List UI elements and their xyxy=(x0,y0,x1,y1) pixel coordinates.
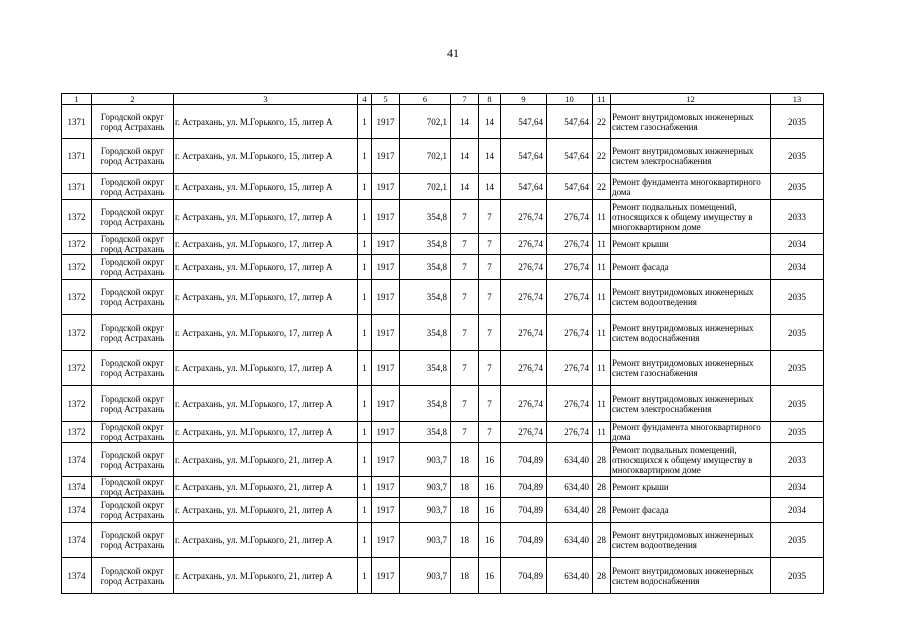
cell-address: г. Астрахань, ул. М.Горького, 15, литер А xyxy=(174,174,358,200)
cell-planned-year: 2035 xyxy=(771,174,824,200)
column-number-13: 13 xyxy=(771,94,824,105)
table-row xyxy=(62,386,824,422)
cell-municipality: Городской округ город Астрахань xyxy=(92,422,174,443)
cell-year-built: 1917 xyxy=(372,477,400,498)
cell-living-area: 704,89 xyxy=(501,477,547,498)
cell-municipality: Городской округ город Астрахань xyxy=(92,558,174,594)
cell-entrances: 1 xyxy=(358,477,372,498)
cell-residents: 11 xyxy=(593,351,611,386)
cell-total-area: 354,8 xyxy=(400,200,451,234)
cell-address: г. Астрахань, ул. М.Горького, 15, литер А xyxy=(174,105,358,139)
cell-work-type: Ремонт фундамента многоквартирного дома xyxy=(611,422,771,443)
cell-planned-year: 2033 xyxy=(771,443,824,477)
cell-planned-year: 2035 xyxy=(771,139,824,174)
cell-row-number: 1372 xyxy=(62,351,92,386)
cell-apartments: 18 xyxy=(451,498,479,523)
cell-planned-year: 2034 xyxy=(771,255,824,280)
table-row xyxy=(62,315,824,351)
cell-municipality: Городской округ город Астрахань xyxy=(92,315,174,351)
cell-residential: 7 xyxy=(479,422,501,443)
cell-row-number: 1372 xyxy=(62,234,92,255)
cell-apartments: 7 xyxy=(451,386,479,422)
cell-residential-area: 276,74 xyxy=(547,315,593,351)
cell-address: г. Астрахань, ул. М.Горького, 21, литер А xyxy=(174,558,358,594)
column-number-2: 2 xyxy=(92,94,174,105)
cell-year-built: 1917 xyxy=(372,105,400,139)
cell-living-area: 276,74 xyxy=(501,422,547,443)
cell-apartments: 7 xyxy=(451,255,479,280)
cell-total-area: 903,7 xyxy=(400,498,451,523)
column-number-7: 7 xyxy=(451,94,479,105)
cell-residents: 28 xyxy=(593,477,611,498)
cell-residential-area: 634,40 xyxy=(547,443,593,477)
cell-apartments: 7 xyxy=(451,200,479,234)
cell-work-type: Ремонт фасада xyxy=(611,255,771,280)
cell-entrances: 1 xyxy=(358,443,372,477)
cell-living-area: 276,74 xyxy=(501,280,547,315)
cell-address: г. Астрахань, ул. М.Горького, 15, литер А xyxy=(174,139,358,174)
cell-total-area: 903,7 xyxy=(400,558,451,594)
cell-living-area: 276,74 xyxy=(501,200,547,234)
cell-year-built: 1917 xyxy=(372,351,400,386)
cell-residential: 14 xyxy=(479,139,501,174)
cell-residential: 14 xyxy=(479,174,501,200)
cell-row-number: 1371 xyxy=(62,174,92,200)
cell-residents: 11 xyxy=(593,386,611,422)
cell-entrances: 1 xyxy=(358,255,372,280)
cell-row-number: 1374 xyxy=(62,498,92,523)
cell-municipality: Городской округ город Астрахань xyxy=(92,234,174,255)
cell-year-built: 1917 xyxy=(372,139,400,174)
cell-year-built: 1917 xyxy=(372,200,400,234)
cell-residential: 7 xyxy=(479,386,501,422)
cell-municipality: Городской округ город Астрахань xyxy=(92,139,174,174)
cell-residential-area: 634,40 xyxy=(547,523,593,558)
cell-total-area: 354,8 xyxy=(400,351,451,386)
cell-residential: 7 xyxy=(479,351,501,386)
cell-row-number: 1374 xyxy=(62,558,92,594)
cell-municipality: Городской округ город Астрахань xyxy=(92,443,174,477)
cell-municipality: Городской округ город Астрахань xyxy=(92,477,174,498)
column-number-4: 4 xyxy=(358,94,372,105)
cell-living-area: 704,89 xyxy=(501,523,547,558)
cell-total-area: 354,8 xyxy=(400,315,451,351)
cell-year-built: 1917 xyxy=(372,315,400,351)
cell-municipality: Городской округ город Астрахань xyxy=(92,523,174,558)
column-number-1: 1 xyxy=(62,94,92,105)
cell-residential: 7 xyxy=(479,280,501,315)
cell-apartments: 18 xyxy=(451,523,479,558)
cell-address: г. Астрахань, ул. М.Горького, 17, литер А xyxy=(174,234,358,255)
cell-apartments: 7 xyxy=(451,234,479,255)
cell-municipality: Городской округ город Астрахань xyxy=(92,498,174,523)
cell-row-number: 1374 xyxy=(62,477,92,498)
table-row xyxy=(62,477,824,498)
cell-planned-year: 2035 xyxy=(771,280,824,315)
table-row xyxy=(62,498,824,523)
cell-apartments: 18 xyxy=(451,477,479,498)
cell-residents: 28 xyxy=(593,443,611,477)
cell-work-type: Ремонт внутридомовых инженерных систем газоснабжения xyxy=(611,105,771,139)
cell-entrances: 1 xyxy=(358,174,372,200)
cell-residents: 22 xyxy=(593,105,611,139)
cell-year-built: 1917 xyxy=(372,255,400,280)
cell-planned-year: 2034 xyxy=(771,477,824,498)
column-number-12: 12 xyxy=(611,94,771,105)
cell-planned-year: 2035 xyxy=(771,351,824,386)
cell-work-type: Ремонт внутридомовых инженерных систем водоотведения xyxy=(611,280,771,315)
cell-municipality: Городской округ город Астрахань xyxy=(92,174,174,200)
cell-address: г. Астрахань, ул. М.Горького, 21, литер А xyxy=(174,477,358,498)
table-row xyxy=(62,139,824,174)
cell-entrances: 1 xyxy=(358,386,372,422)
cell-living-area: 276,74 xyxy=(501,315,547,351)
cell-year-built: 1917 xyxy=(372,386,400,422)
cell-total-area: 354,8 xyxy=(400,280,451,315)
cell-living-area: 547,64 xyxy=(501,174,547,200)
cell-residential: 7 xyxy=(479,200,501,234)
cell-municipality: Городской округ город Астрахань xyxy=(92,105,174,139)
cell-entrances: 1 xyxy=(358,558,372,594)
cell-address: г. Астрахань, ул. М.Горького, 21, литер А xyxy=(174,443,358,477)
cell-planned-year: 2034 xyxy=(771,234,824,255)
cell-entrances: 1 xyxy=(358,139,372,174)
cell-residential: 7 xyxy=(479,255,501,280)
cell-residential: 16 xyxy=(479,477,501,498)
cell-planned-year: 2035 xyxy=(771,105,824,139)
cell-municipality: Городской округ город Астрахань xyxy=(92,200,174,234)
page-number: 41 xyxy=(447,46,459,60)
cell-total-area: 702,1 xyxy=(400,139,451,174)
cell-apartments: 14 xyxy=(451,139,479,174)
cell-residential-area: 276,74 xyxy=(547,234,593,255)
column-number-5: 5 xyxy=(372,94,400,105)
cell-address: г. Астрахань, ул. М.Горького, 17, литер А xyxy=(174,255,358,280)
cell-municipality: Городской округ город Астрахань xyxy=(92,386,174,422)
cell-work-type: Ремонт подвальных помещений, относящихся к общему имуществу в многоквартирном доме xyxy=(611,443,771,477)
cell-residential-area: 276,74 xyxy=(547,386,593,422)
cell-total-area: 354,8 xyxy=(400,234,451,255)
cell-residents: 22 xyxy=(593,174,611,200)
cell-residential-area: 547,64 xyxy=(547,174,593,200)
cell-living-area: 276,74 xyxy=(501,351,547,386)
cell-planned-year: 2033 xyxy=(771,200,824,234)
cell-residential-area: 547,64 xyxy=(547,139,593,174)
cell-residential: 14 xyxy=(479,105,501,139)
cell-entrances: 1 xyxy=(358,351,372,386)
table-row xyxy=(62,523,824,558)
table-row xyxy=(62,351,824,386)
column-number-11: 11 xyxy=(593,94,611,105)
cell-entrances: 1 xyxy=(358,315,372,351)
cell-residential: 16 xyxy=(479,558,501,594)
cell-entrances: 1 xyxy=(358,422,372,443)
cell-planned-year: 2034 xyxy=(771,498,824,523)
cell-year-built: 1917 xyxy=(372,280,400,315)
cell-municipality: Городской округ город Астрахань xyxy=(92,280,174,315)
cell-residents: 28 xyxy=(593,498,611,523)
cell-row-number: 1374 xyxy=(62,443,92,477)
cell-municipality: Городской округ город Астрахань xyxy=(92,351,174,386)
cell-entrances: 1 xyxy=(358,234,372,255)
cell-residents: 11 xyxy=(593,422,611,443)
column-number-9: 9 xyxy=(501,94,547,105)
cell-work-type: Ремонт внутридомовых инженерных систем электроснабжения xyxy=(611,139,771,174)
cell-total-area: 354,8 xyxy=(400,255,451,280)
cell-residential: 16 xyxy=(479,498,501,523)
table-row xyxy=(62,280,824,315)
cell-year-built: 1917 xyxy=(372,174,400,200)
cell-residential-area: 634,40 xyxy=(547,477,593,498)
cell-work-type: Ремонт внутридомовых инженерных систем водоотведения xyxy=(611,523,771,558)
cell-residential: 16 xyxy=(479,523,501,558)
column-numbers-row xyxy=(62,94,824,105)
cell-apartments: 14 xyxy=(451,174,479,200)
cell-residential-area: 634,40 xyxy=(547,498,593,523)
table-row xyxy=(62,422,824,443)
table-row xyxy=(62,234,824,255)
cell-residents: 28 xyxy=(593,523,611,558)
cell-work-type: Ремонт крыши xyxy=(611,234,771,255)
cell-row-number: 1372 xyxy=(62,255,92,280)
cell-address: г. Астрахань, ул. М.Горького, 17, литер А xyxy=(174,422,358,443)
cell-year-built: 1917 xyxy=(372,558,400,594)
cell-entrances: 1 xyxy=(358,523,372,558)
cell-living-area: 547,64 xyxy=(501,139,547,174)
cell-address: г. Астрахань, ул. М.Горького, 17, литер А xyxy=(174,315,358,351)
cell-residential-area: 276,74 xyxy=(547,200,593,234)
cell-residential-area: 276,74 xyxy=(547,280,593,315)
cell-residents: 28 xyxy=(593,558,611,594)
cell-work-type: Ремонт внутридомовых инженерных систем водоснабжения xyxy=(611,558,771,594)
cell-planned-year: 2035 xyxy=(771,558,824,594)
cell-work-type: Ремонт внутридомовых инженерных систем электроснабжения xyxy=(611,386,771,422)
cell-row-number: 1374 xyxy=(62,523,92,558)
cell-residents: 11 xyxy=(593,255,611,280)
table-row xyxy=(62,174,824,200)
cell-address: г. Астрахань, ул. М.Горького, 21, литер А xyxy=(174,498,358,523)
cell-address: г. Астрахань, ул. М.Горького, 21, литер А xyxy=(174,523,358,558)
table-row xyxy=(62,558,824,594)
cell-residential: 7 xyxy=(479,315,501,351)
cell-residential-area: 634,40 xyxy=(547,558,593,594)
cell-residents: 11 xyxy=(593,234,611,255)
cell-residents: 22 xyxy=(593,139,611,174)
cell-planned-year: 2035 xyxy=(771,386,824,422)
cell-work-type: Ремонт внутридомовых инженерных систем водоснабжения xyxy=(611,315,771,351)
cell-apartments: 7 xyxy=(451,351,479,386)
cell-address: г. Астрахань, ул. М.Горького, 17, литер А xyxy=(174,280,358,315)
cell-work-type: Ремонт крыши xyxy=(611,477,771,498)
cell-entrances: 1 xyxy=(358,200,372,234)
cell-apartments: 7 xyxy=(451,315,479,351)
cell-address: г. Астрахань, ул. М.Горького, 17, литер А xyxy=(174,386,358,422)
cell-living-area: 276,74 xyxy=(501,255,547,280)
cell-living-area: 276,74 xyxy=(501,234,547,255)
cell-apartments: 14 xyxy=(451,105,479,139)
cell-residential-area: 276,74 xyxy=(547,255,593,280)
cell-work-type: Ремонт фундамента многоквартирного дома xyxy=(611,174,771,200)
cell-row-number: 1372 xyxy=(62,422,92,443)
cell-work-type: Ремонт подвальных помещений, относящихся к общему имуществу в многоквартирном доме xyxy=(611,200,771,234)
cell-entrances: 1 xyxy=(358,105,372,139)
cell-living-area: 704,89 xyxy=(501,443,547,477)
capital-repair-table xyxy=(61,93,824,594)
cell-year-built: 1917 xyxy=(372,523,400,558)
cell-apartments: 18 xyxy=(451,443,479,477)
cell-living-area: 547,64 xyxy=(501,105,547,139)
cell-total-area: 903,7 xyxy=(400,523,451,558)
table-row xyxy=(62,255,824,280)
cell-row-number: 1372 xyxy=(62,386,92,422)
cell-year-built: 1917 xyxy=(372,234,400,255)
cell-residential: 16 xyxy=(479,443,501,477)
column-number-6: 6 xyxy=(400,94,451,105)
cell-residential-area: 547,64 xyxy=(547,105,593,139)
cell-residents: 11 xyxy=(593,315,611,351)
cell-residential: 7 xyxy=(479,234,501,255)
cell-year-built: 1917 xyxy=(372,498,400,523)
cell-work-type: Ремонт внутридомовых инженерных систем газоснабжения xyxy=(611,351,771,386)
cell-municipality: Городской округ город Астрахань xyxy=(92,255,174,280)
cell-total-area: 354,8 xyxy=(400,386,451,422)
cell-total-area: 702,1 xyxy=(400,174,451,200)
cell-apartments: 7 xyxy=(451,422,479,443)
cell-total-area: 903,7 xyxy=(400,477,451,498)
cell-living-area: 704,89 xyxy=(501,558,547,594)
cell-year-built: 1917 xyxy=(372,422,400,443)
cell-residential-area: 276,74 xyxy=(547,351,593,386)
cell-planned-year: 2035 xyxy=(771,523,824,558)
cell-row-number: 1372 xyxy=(62,315,92,351)
cell-apartments: 18 xyxy=(451,558,479,594)
table-row xyxy=(62,200,824,234)
cell-year-built: 1917 xyxy=(372,443,400,477)
table-row xyxy=(62,443,824,477)
cell-total-area: 702,1 xyxy=(400,105,451,139)
column-number-10: 10 xyxy=(547,94,593,105)
cell-living-area: 276,74 xyxy=(501,386,547,422)
cell-residential-area: 276,74 xyxy=(547,422,593,443)
table-row xyxy=(62,105,824,139)
cell-planned-year: 2035 xyxy=(771,422,824,443)
cell-total-area: 903,7 xyxy=(400,443,451,477)
column-number-8: 8 xyxy=(479,94,501,105)
cell-planned-year: 2035 xyxy=(771,315,824,351)
cell-entrances: 1 xyxy=(358,280,372,315)
cell-living-area: 704,89 xyxy=(501,498,547,523)
cell-row-number: 1371 xyxy=(62,105,92,139)
cell-row-number: 1371 xyxy=(62,139,92,174)
cell-address: г. Астрахань, ул. М.Горького, 17, литер А xyxy=(174,200,358,234)
cell-address: г. Астрахань, ул. М.Горького, 17, литер А xyxy=(174,351,358,386)
cell-work-type: Ремонт фасада xyxy=(611,498,771,523)
cell-apartments: 7 xyxy=(451,280,479,315)
column-number-3: 3 xyxy=(174,94,358,105)
cell-total-area: 354,8 xyxy=(400,422,451,443)
cell-residents: 11 xyxy=(593,280,611,315)
cell-entrances: 1 xyxy=(358,498,372,523)
cell-residents: 11 xyxy=(593,200,611,234)
cell-row-number: 1372 xyxy=(62,280,92,315)
cell-row-number: 1372 xyxy=(62,200,92,234)
